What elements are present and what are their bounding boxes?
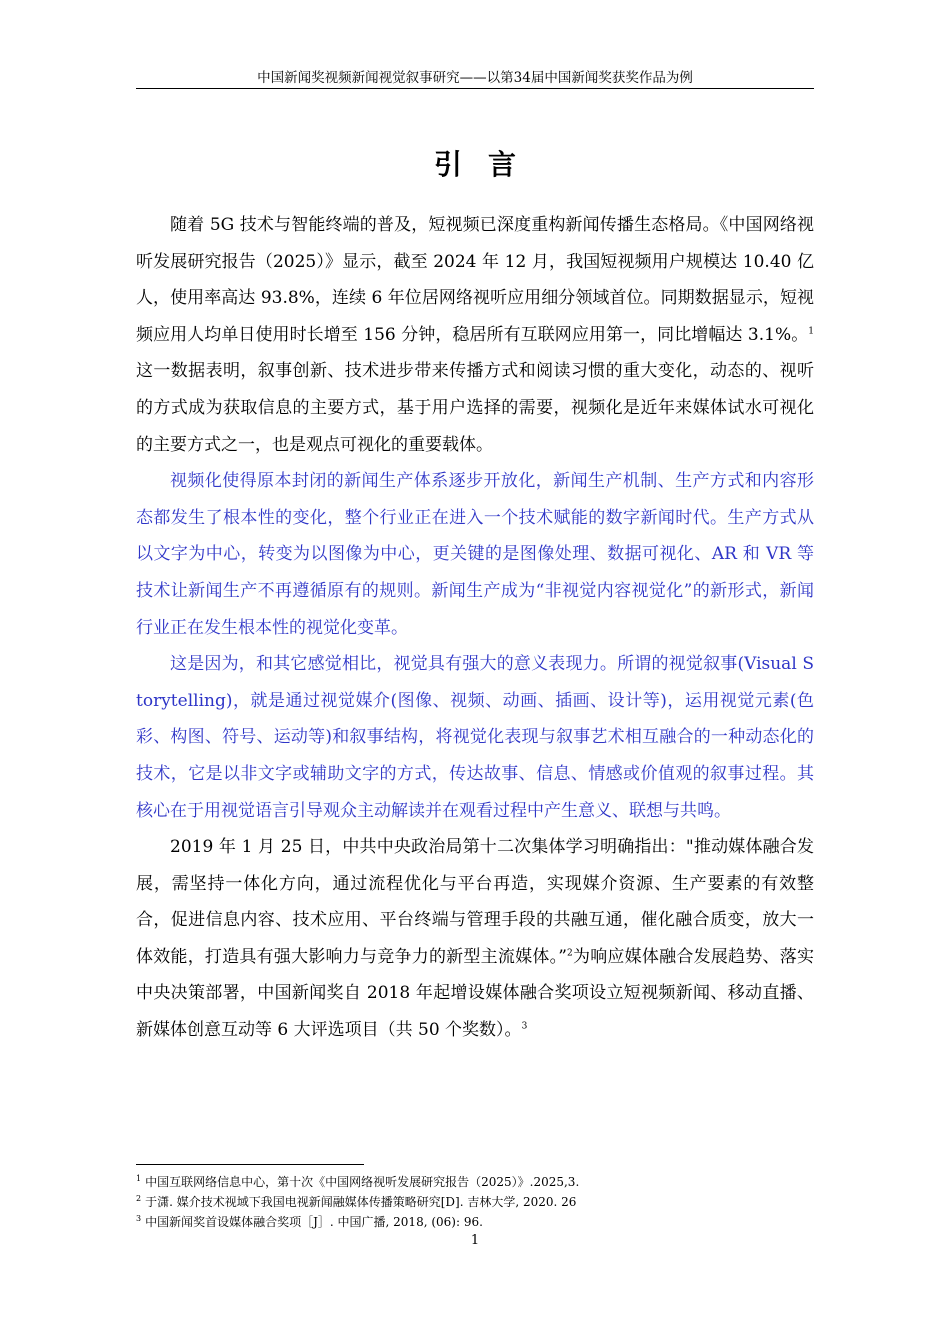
page-number: 1 xyxy=(470,1233,480,1248)
footnote-2-mark: 2 xyxy=(136,1194,142,1203)
paragraph-4 xyxy=(136,829,814,1049)
paragraph-1 xyxy=(136,207,814,463)
footnote-ref-1[interactable]: 1 xyxy=(808,326,814,337)
footnote-ref-2[interactable]: 2 xyxy=(567,948,573,959)
footnote-1-mark: 1 xyxy=(136,1174,142,1183)
footnote-ref-3[interactable]: 3 xyxy=(521,1021,528,1032)
footnote-2-text: 于潇. 媒介技术视域下我国电视新闻融媒体传播策略研究[D]. 吉林大学, 2020. 26 xyxy=(145,1195,577,1209)
footnotes xyxy=(136,1172,814,1232)
footnote-3 xyxy=(136,1212,814,1232)
footnote-3-mark: 3 xyxy=(136,1214,142,1223)
footnote-1 xyxy=(136,1172,814,1192)
running-header: 中国新闻奖视频新闻视觉叙事研究——以第34届中国新闻奖获奖作品为例 xyxy=(257,70,693,86)
paragraph-1-text: 随着 5G 技术与智能终端的普及，短视频已深度重构新闻传播生态格局。《中国网络视听发展研究报告（2025）》显示，截至 2024 年 12 月，我国短视频用户规模达 10.40 亿人，使用率高达 93.8%，连续 6 年位居网络视听应用细分领域首位。同期数据显示，短视频应用人均单日使用时长增至 156 分钟，稳居所有互联网应用第一，同比增幅达 3.1%。 xyxy=(136,215,814,345)
footnote-1-text: 中国互联网络信息中心，第十次《中国网络视听发展研究报告（2025）》.2025,3. xyxy=(145,1175,580,1189)
paragraph-2: 视频化使得原本封闭的新闻生产体系逐步开放化，新闻生产机制、生产方式和内容形态都发生了根本性的变化，整个行业正在进入一个技术赋能的数字新闻时代。生产方式从以文字为中心，转变为以图像为中心，更关键的是图像处理、数据可视化、AR 和 VR 等技术让新闻生产不再遵循原有的规则。新闻生产成为“非视觉内容视觉化”的新形式，新闻行业正在发生根本性的视觉化变革。 xyxy=(136,471,814,638)
paragraph-4-text-continued: 为响应媒体融合发展趋势、落实中央决策部署，中国新闻奖自 2018 年起增设媒体融合奖项设立短视频新闻、移动直播、新媒体创意互动等 6 大评选项目（共 50 个奖数）。 xyxy=(136,946,814,1041)
paragraph-3: 这是因为，和其它感觉相比，视觉具有强大的意义表现力。所谓的视觉叙事(Visual Storytelling)，就是通过视觉媒介(图像、视频、动画、插画、设计等)，运用视觉元素(色彩、构图、符号、运动等)和叙事结构，将视觉化表现与叙事艺术相互融合的一种动态化的技术，它是以非文字或辅助文字的方式，传达故事、信息、情感或价值观的叙事过程。其核心在于用视觉语言引导观众主动解读并在观看过程中产生意义、联想与共鸣。 xyxy=(136,654,814,821)
header-rule xyxy=(136,88,814,89)
section-title: 引言 xyxy=(433,148,542,181)
footnote-separator xyxy=(136,1164,364,1165)
paragraph-4-text: 2019 年 1 月 25 日，中共中央政治局第十二次集体学习明确指出："推动媒体融合发展，需坚持一体化方向，通过流程优化与平台再造，实现媒介资源、生产要素的有效整合，促进信息内容、技术应用、平台终端与管理手段的共融互通，催化融合质变，放大一体效能，打造具有强大影响力与竞争力的新型主流媒体。” xyxy=(136,837,814,967)
body-text xyxy=(136,207,814,1049)
footnote-2 xyxy=(136,1192,814,1212)
footnote-3-text: 中国新闻奖首设媒体融合奖项［J］. 中国广播, 2018, (06): 96. xyxy=(145,1215,483,1229)
paragraph-1-text-continued: 这一数据表明，叙事创新、技术进步带来传播方式和阅读习惯的重大变化，动态的、视听的方式成为获取信息的主要方式，基于用户选择的需要，视频化是近年来媒体试水可视化的主要方式之一，也是观点可视化的重要载体。 xyxy=(136,361,814,455)
